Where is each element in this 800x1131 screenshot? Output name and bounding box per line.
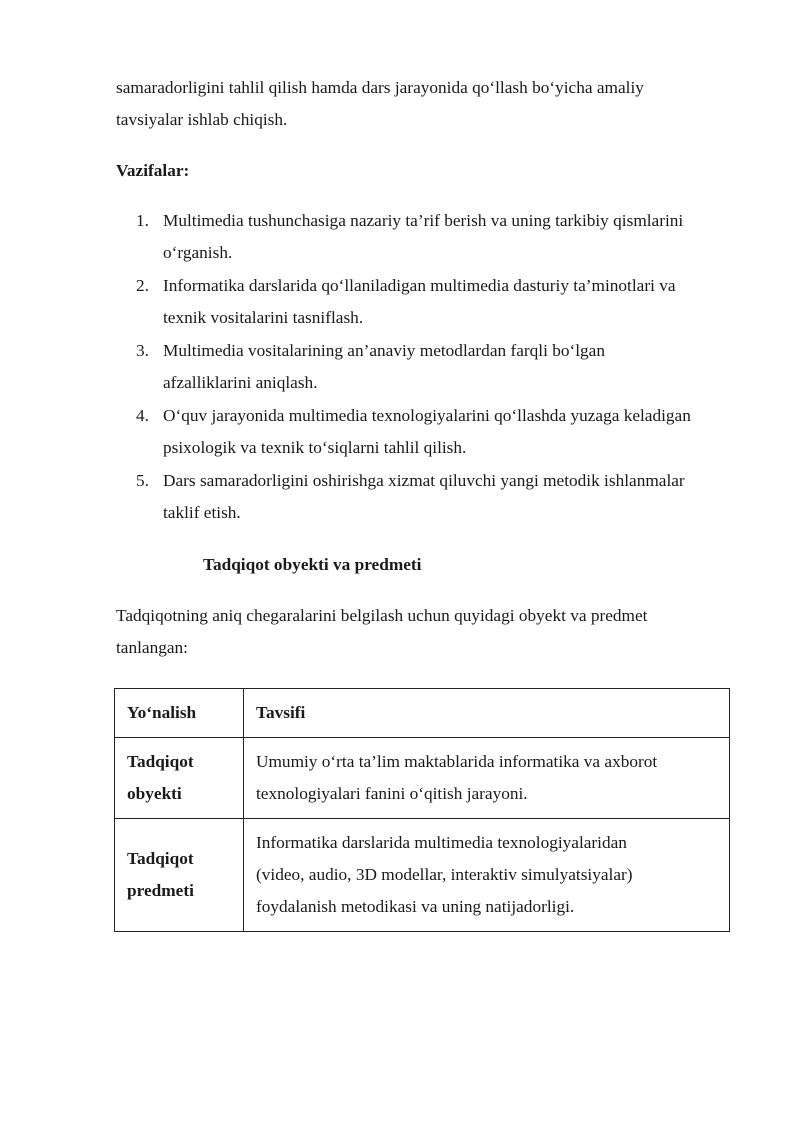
table-header-description: Tavsifi [244, 689, 730, 738]
task-item-2 [116, 270, 740, 334]
table-cell-label [115, 819, 244, 932]
task-number: 2. [136, 276, 149, 295]
tasks-list [116, 205, 740, 530]
table-cell-description [244, 738, 730, 819]
task-line-1: O‘quv jarayonida multimedia texnologiyalarini qo‘llashda yuzaga keladigan [163, 406, 691, 425]
intro-paragraph [116, 72, 736, 136]
task-number: 5. [136, 471, 149, 490]
table-cell-label [115, 738, 244, 819]
label-line-1: Tadqiqot [127, 849, 194, 868]
table-header-direction: Yo‘nalish [115, 689, 244, 738]
desc-line-2: texnologiyalari fanini o‘qitish jarayoni. [256, 784, 528, 803]
task-line-2: psixologik va texnik to‘siqlarni tahlil qilish. [163, 438, 467, 457]
task-line-1: Multimedia tushunchasiga nazariy ta’rif berish va uning tarkibiy qismlarini [163, 211, 684, 230]
task-line-1: Dars samaradorligini oshirishga xizmat qiluvchi yangi metodik ishlanmalar [163, 471, 685, 490]
task-item-5 [116, 465, 740, 529]
desc-line-2: (video, audio, 3D modellar, interaktiv simulyatsiyalar) [256, 865, 633, 884]
task-line-2: afzalliklarini aniqlash. [163, 373, 318, 392]
intro-line-2: tavsiyalar ishlab chiqish. [116, 110, 288, 129]
label-line-2: obyekti [127, 784, 182, 803]
table-cell-description [244, 819, 730, 932]
desc-line-1: Umumiy o‘rta ta’lim maktablarida informatika va axborot [256, 752, 658, 771]
section-intro-line-2: tanlangan: [116, 638, 188, 657]
tasks-heading: Vazifalar: [116, 161, 190, 180]
task-item-1 [116, 205, 740, 269]
task-item-4 [116, 400, 740, 464]
section-intro-line-1: Tadqiqotning aniq chegaralarini belgilash uchun quyidagi obyekt va predmet [116, 606, 648, 625]
task-item-3 [116, 335, 740, 399]
task-line-2: texnik vositalarini tasniflash. [163, 308, 364, 327]
section-intro-paragraph [116, 600, 736, 664]
label-line-2: predmeti [127, 881, 194, 900]
intro-line-1: samaradorligini tahlil qilish hamda dars jarayonida qo‘llash bo‘yicha amaliy [116, 78, 644, 97]
table-row [115, 738, 730, 819]
task-number: 1. [136, 211, 149, 230]
desc-line-1: Informatika darslarida multimedia texnologiyalaridan [256, 833, 627, 852]
table-row [115, 819, 730, 932]
label-line-1: Tadqiqot [127, 752, 194, 771]
desc-line-3: foydalanish metodikasi va uning natijadorligi. [256, 897, 575, 916]
task-line-2: taklif etish. [163, 503, 241, 522]
task-number: 3. [136, 341, 149, 360]
section-heading: Tadqiqot obyekti va predmeti [203, 555, 422, 574]
task-line-1: Informatika darslarida qo‘llaniladigan multimedia dasturiy ta’minotlari va [163, 276, 676, 295]
task-line-1: Multimedia vositalarining an’anaviy metodlardan farqli bo‘lgan [163, 341, 605, 360]
table-header-row [115, 689, 730, 738]
task-line-2: o‘rganish. [163, 243, 233, 262]
task-number: 4. [136, 406, 149, 425]
research-table [114, 688, 730, 932]
